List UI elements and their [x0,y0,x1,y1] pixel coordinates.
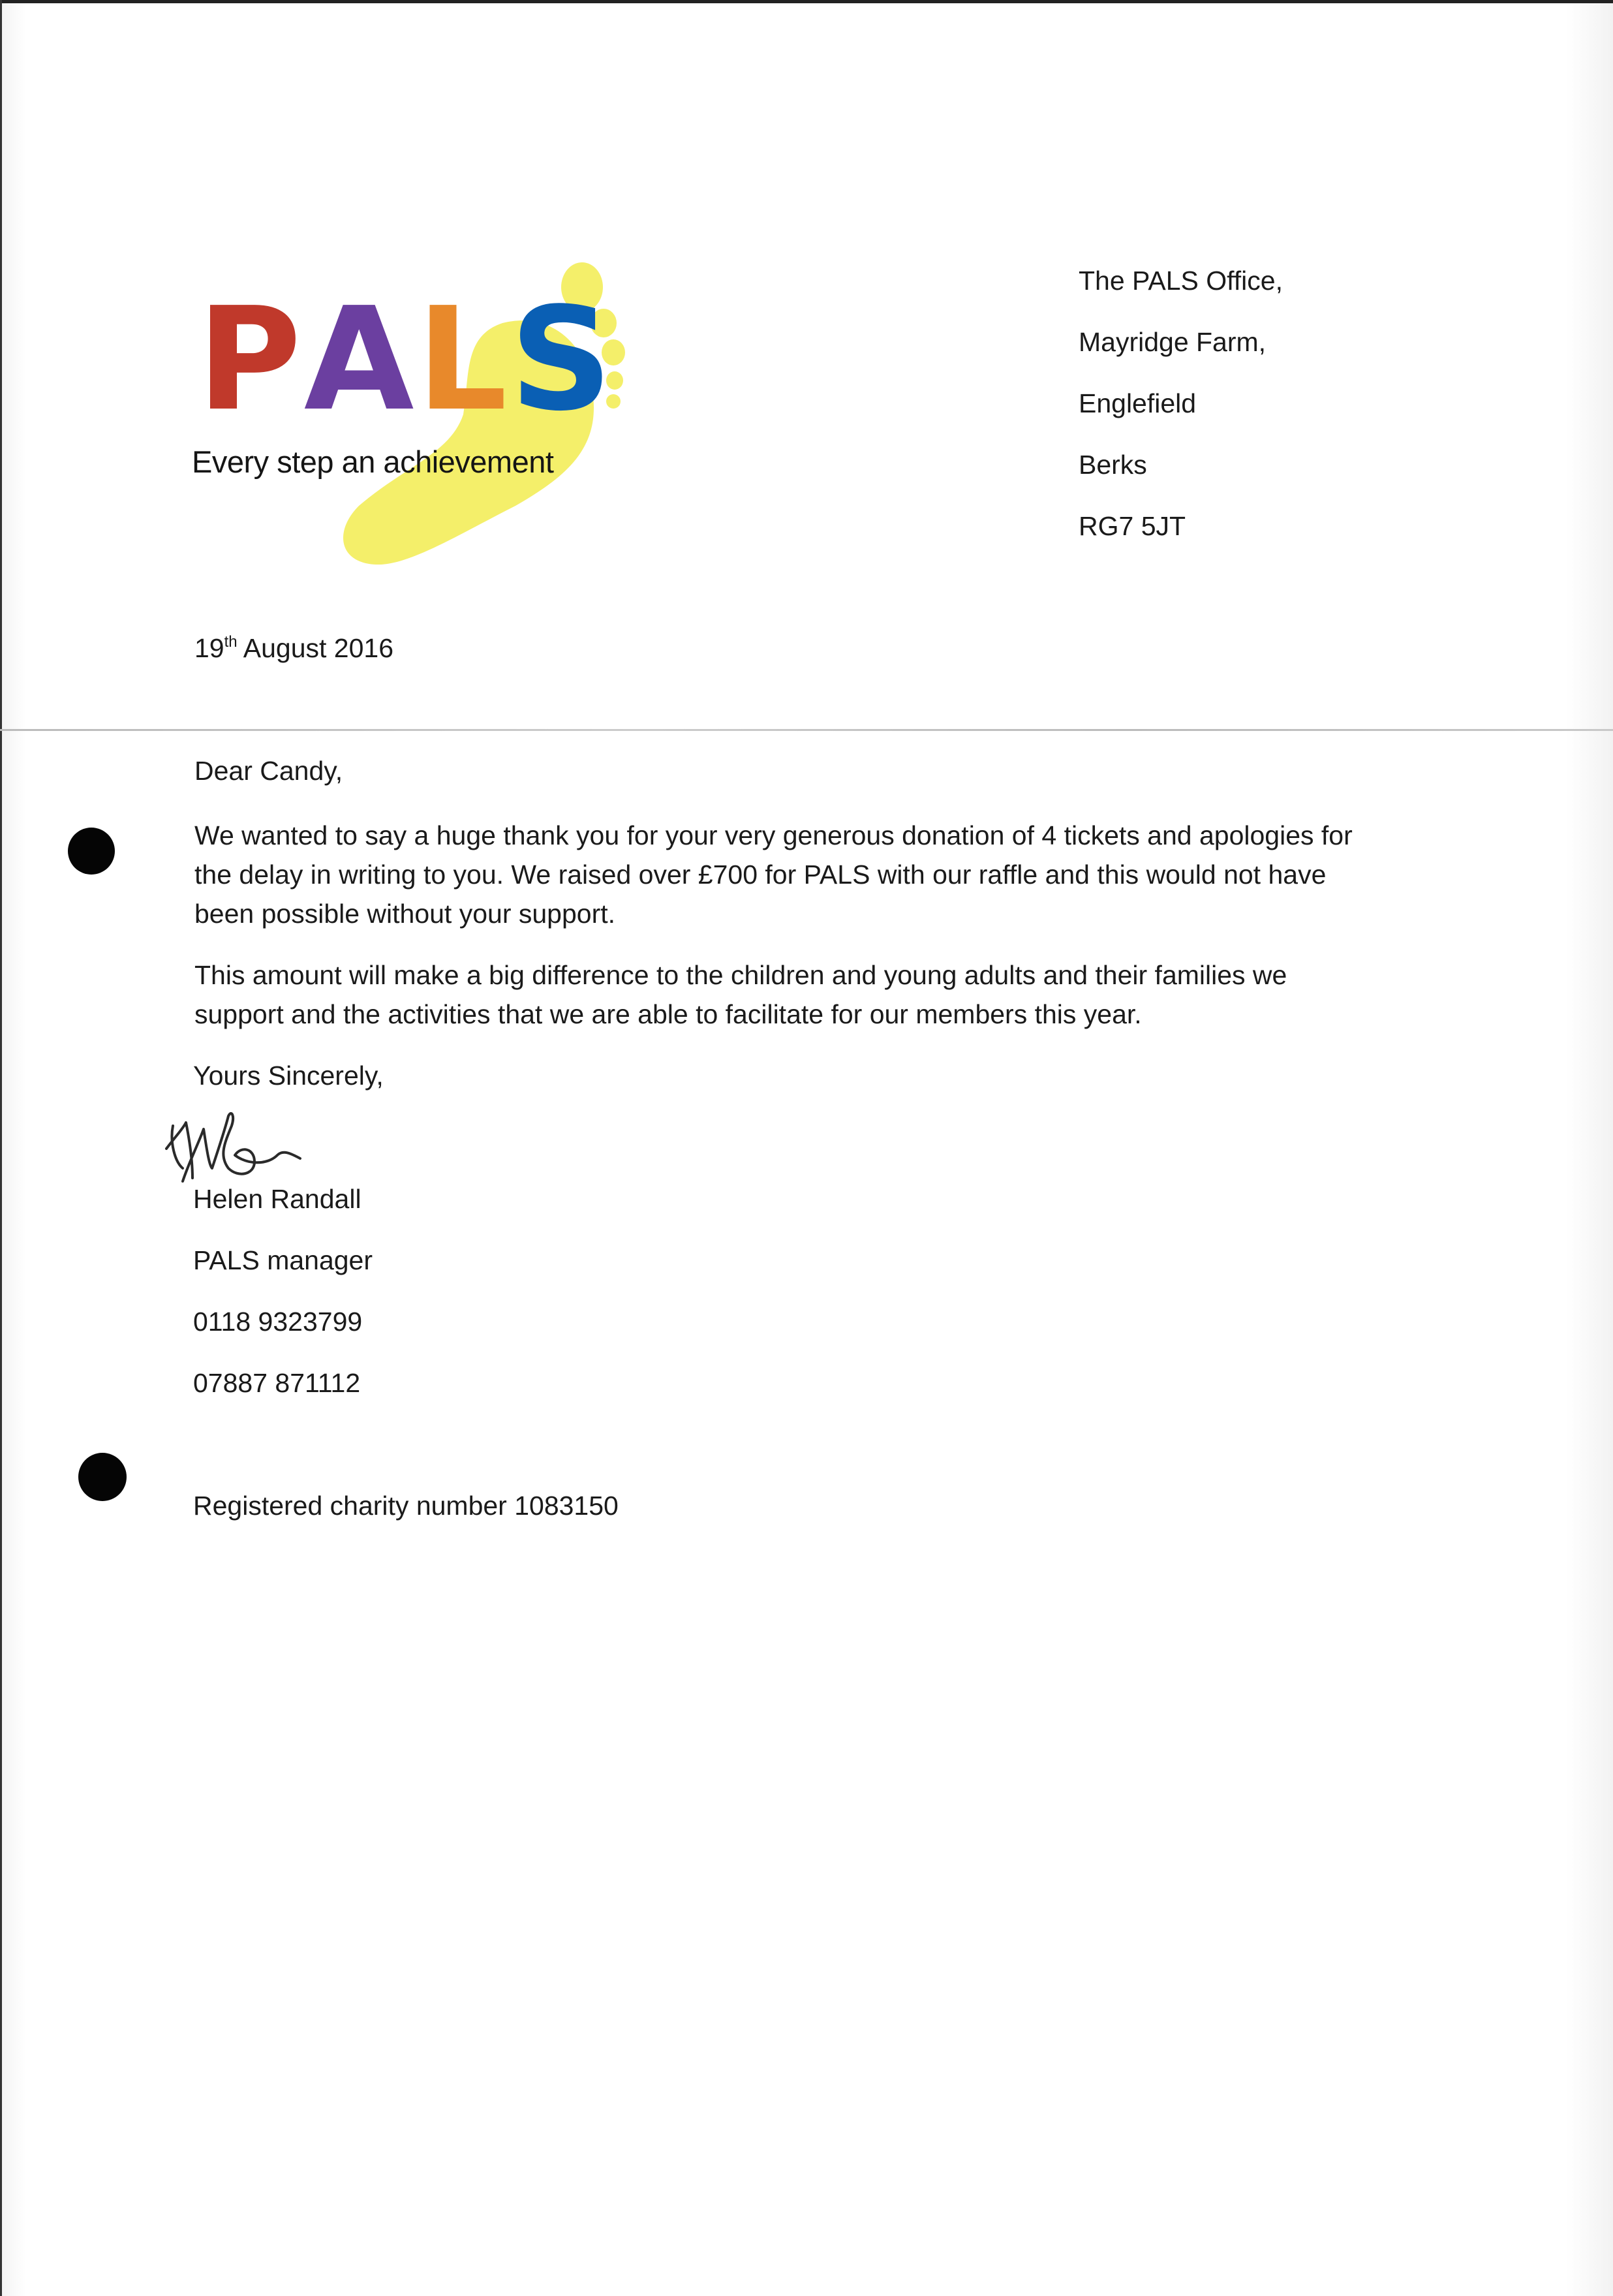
closing: Yours Sincerely, [193,1061,384,1091]
logo-letter: A [303,277,417,442]
signatory-phone-landline: 0118 9323799 [193,1307,363,1337]
date-month-year: August 2016 [237,633,393,663]
charity-number: Registered charity number 1083150 [193,1491,619,1521]
punch-hole-icon [78,1453,127,1501]
paragraph-line: been possible without your support. [194,899,616,929]
scan-top-edge [0,0,1613,3]
paragraph-line: the delay in writing to you. We raised over £700 for PALS with our raffle and this would not have [194,860,1327,890]
address-line: Englefield [1079,388,1197,418]
body-paragraph [194,816,1353,933]
paragraph-line: We wanted to say a huge thank you for your very generous donation of 4 tickets and apologies for [194,820,1353,850]
logo-wordmark [197,277,615,442]
paragraph-line: support and the activities that we are able to facilitate for our members this year. [194,999,1142,1029]
paper-fold-line [0,729,1613,731]
signatory-phone-mobile: 07887 871112 [193,1368,361,1398]
paragraph-line: This amount will make a big difference to the children and young adults and their families we [194,960,1287,990]
logo-letter: L [416,277,510,442]
address-line: Berks [1079,450,1147,480]
address-line: The PALS Office, [1079,266,1283,296]
date-day: 19 [194,633,224,663]
signatory-title: PALS manager [193,1245,373,1275]
logo-tagline: Every step an achievement [192,444,554,479]
address-line: RG7 5JT [1079,511,1186,541]
body-paragraph [194,955,1287,1034]
punch-hole-icon [68,828,115,875]
address-line: Mayridge Farm, [1079,327,1267,357]
signatory-name: Helen Randall [193,1184,361,1214]
pals-logo [189,258,633,571]
sender-address [1079,264,1283,571]
letter-date [194,633,393,664]
salutation: Dear Candy, [194,756,343,786]
date-suffix: th [224,633,238,651]
scan-left-edge [0,0,2,2296]
logo-letter: S [510,277,615,442]
logo-letter: P [197,277,304,442]
